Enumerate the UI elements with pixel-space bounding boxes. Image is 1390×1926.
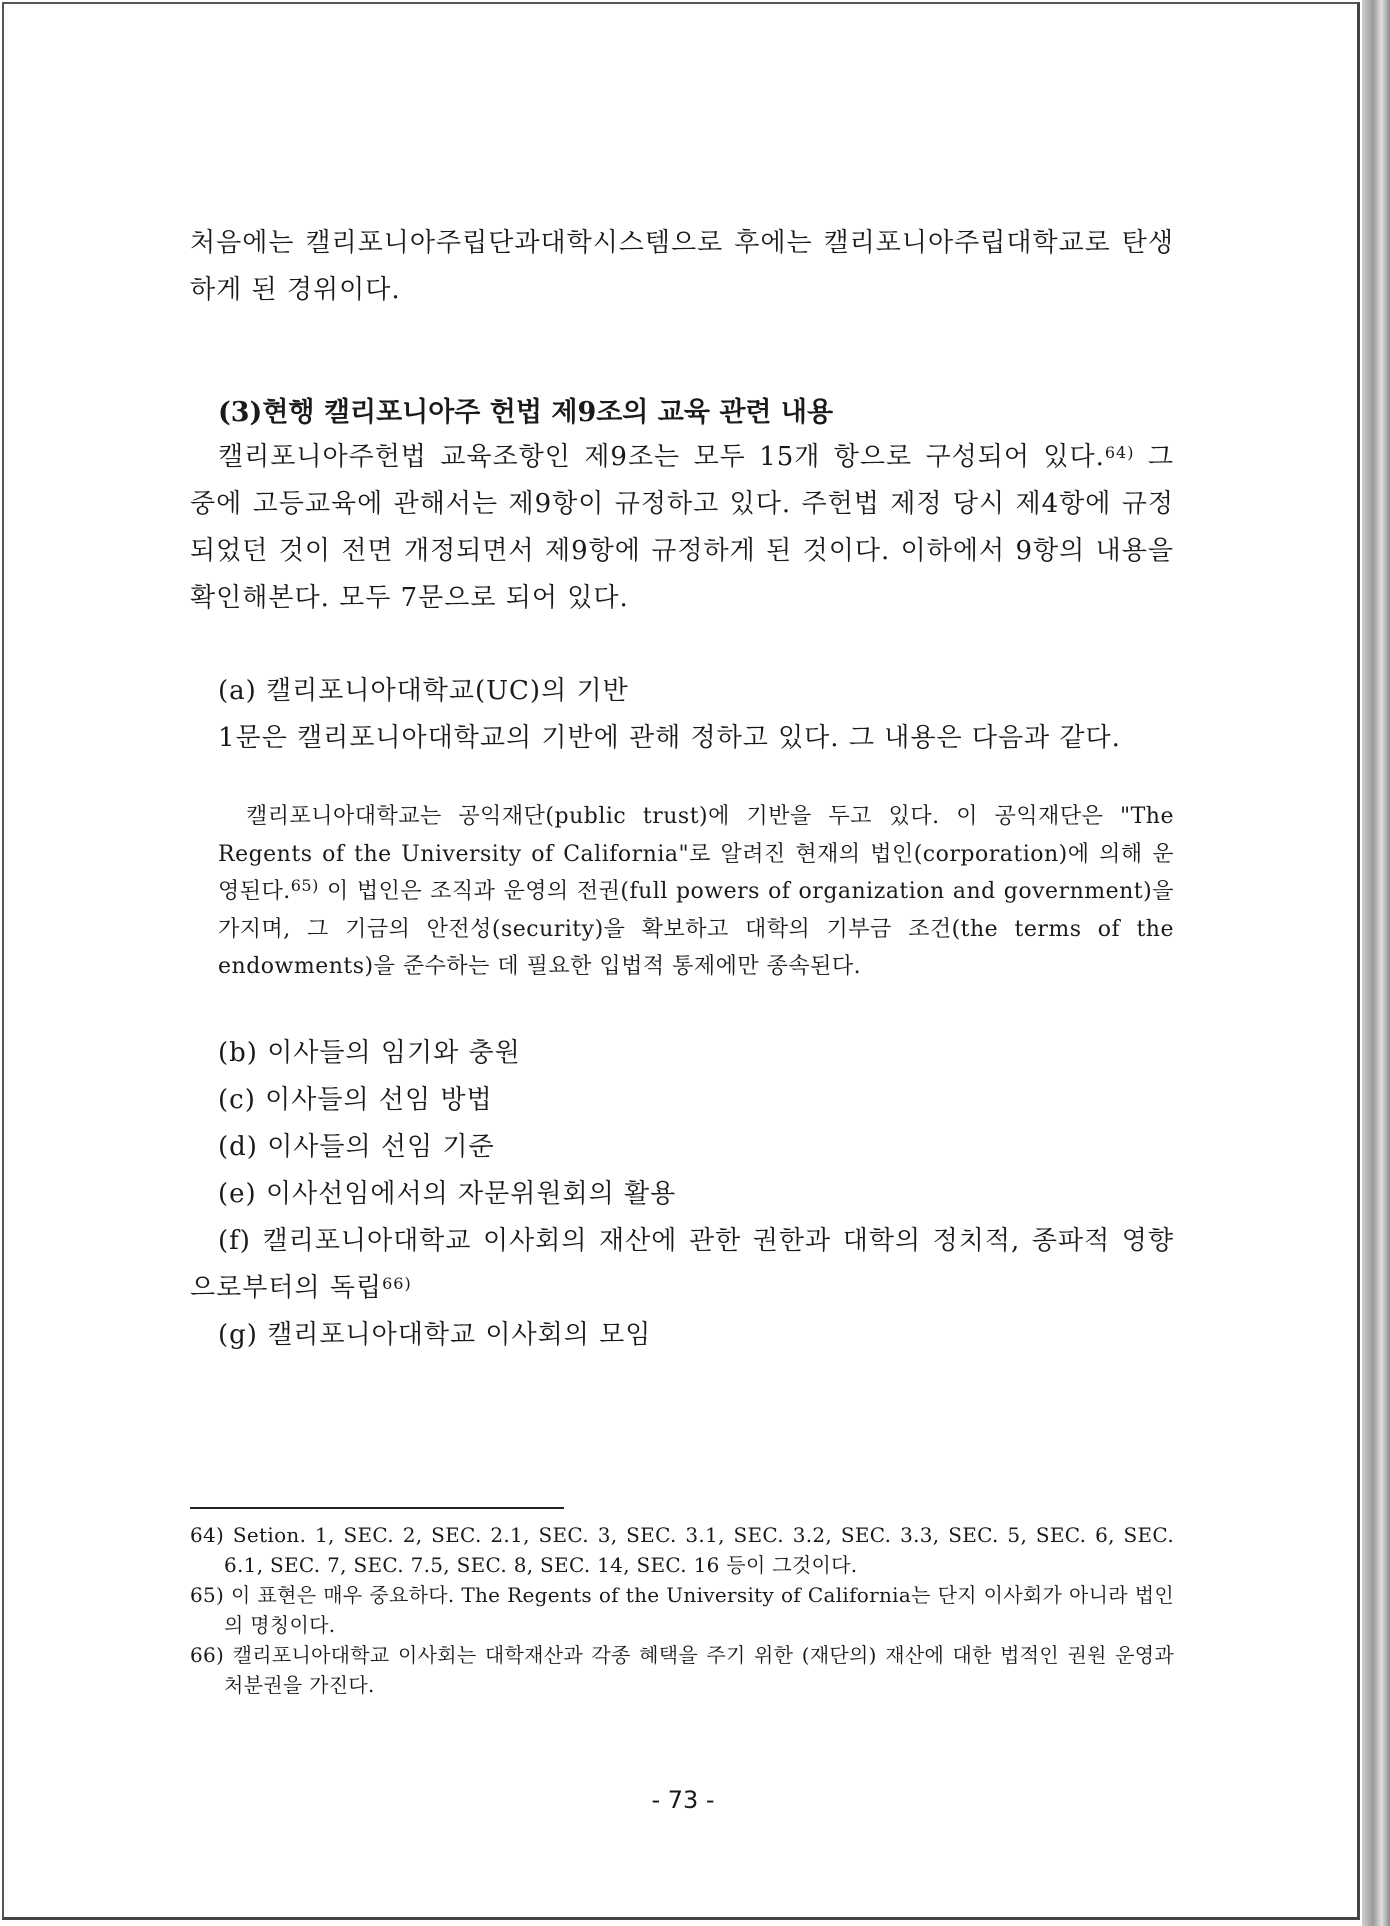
footnote-ref-65[interactable]: 65) bbox=[290, 876, 319, 895]
footnote-66: 66) 캘리포니아대학교 이사회는 대학재산과 각종 혜택을 주기 위한 (재단의) 재산에 대한 법적인 권원 운영과 처분권을 가진다. bbox=[190, 1643, 1174, 1697]
intro-paragraph: 처음에는 캘리포니아주립단과대학시스템으로 후에는 캘리포니아주립대학교로 탄생하게 된 경위이다. bbox=[190, 228, 1174, 305]
clause-list bbox=[190, 1030, 1174, 1359]
list-item-b: (b) 이사들의 임기와 충원 bbox=[218, 1037, 521, 1068]
list-item-e: (e) 이사선임에서의 자문위원회의 활용 bbox=[218, 1178, 677, 1209]
footnote-ref-66[interactable]: 66) bbox=[382, 1273, 412, 1293]
page-body bbox=[190, 220, 1174, 1359]
list-item-g: (g) 캘리포니아대학교 이사회의 모임 bbox=[218, 1319, 652, 1350]
footnotes bbox=[190, 1520, 1174, 1700]
subsection-a-text: 1문은 캘리포니아대학교의 기반에 관해 정하고 있다. 그 내용은 다음과 같다. bbox=[218, 723, 1121, 753]
section-paragraph-text: 캘리포니아주헌법 교육조항인 제9조는 모두 15개 항으로 구성되어 있다. bbox=[218, 442, 1105, 472]
quote-text-1: 캘리포니아대학교는 공익재단(public trust)에 기반을 두고 있다. 이 공익재단은 "The Regents of the University of California"로 알려진 현재의 법인(corporation)에 의해 운영된다. bbox=[218, 804, 1174, 904]
list-item-f bbox=[190, 1218, 1174, 1312]
footnote-65: 65) 이 표현은 매우 중요하다. The Regents of the University of California는 단지 이사회가 아니라 법인의 명칭이다. bbox=[190, 1583, 1174, 1637]
footnote-divider bbox=[190, 1507, 564, 1509]
quote-paragraph bbox=[218, 798, 1174, 986]
section-paragraph-rest: 그 중에 고등교육에 관해서는 제9항이 규정하고 있다. 주헌법 제정 당시 제4항에 규정되었던 것이 전면 개정되면서 제9항에 규정하게 된 것이다. 이하에서 9항의 내용을 확인해본다. 모두 7문으로 되어 있다. bbox=[190, 442, 1174, 613]
list-item-d: (d) 이사들의 선임 기준 bbox=[218, 1131, 495, 1162]
list-item-f-text: (f) 캘리포니아대학교 이사회의 재산에 관한 권한과 대학의 정치적, 종파적 영향으로부터의 독립 bbox=[190, 1225, 1174, 1303]
section-heading: (3)현행 캘리포니아주 헌법 제9조의 교육 관련 내용 bbox=[218, 397, 834, 428]
quote-text-2: 이 법인은 조직과 운영의 전권(full powers of organization and government)을 가지며, 그 기금의 안전성(security)을 확보하고 대학의 기부금 조건(the terms of the endowments)을 준수하는 데 필요한 입법적 통제에만 종속된다. bbox=[218, 879, 1174, 979]
subsection-a-heading: (a) 캘리포니아대학교(UC)의 기반 bbox=[218, 676, 629, 706]
list-item-c: (c) 이사들의 선임 방법 bbox=[218, 1084, 493, 1115]
footnote-64: 64) Setion. 1, SEC. 2, SEC. 2.1, SEC. 3, SEC. 3.1, SEC. 3.2, SEC. 3.3, SEC. 5, SEC. 6, SEC. 6.1, SEC. 7, SEC. 7.5, SEC. 8, SEC. 14, SEC. 16 등이 그것이다. bbox=[190, 1523, 1174, 1577]
page-edge bbox=[1362, 0, 1390, 1926]
document-page bbox=[2, 2, 1360, 1920]
block-quote bbox=[218, 798, 1174, 986]
section-paragraph bbox=[190, 434, 1174, 622]
footnote-ref-64[interactable]: 64) bbox=[1104, 443, 1135, 462]
page-number: - 73 - bbox=[651, 1786, 715, 1814]
